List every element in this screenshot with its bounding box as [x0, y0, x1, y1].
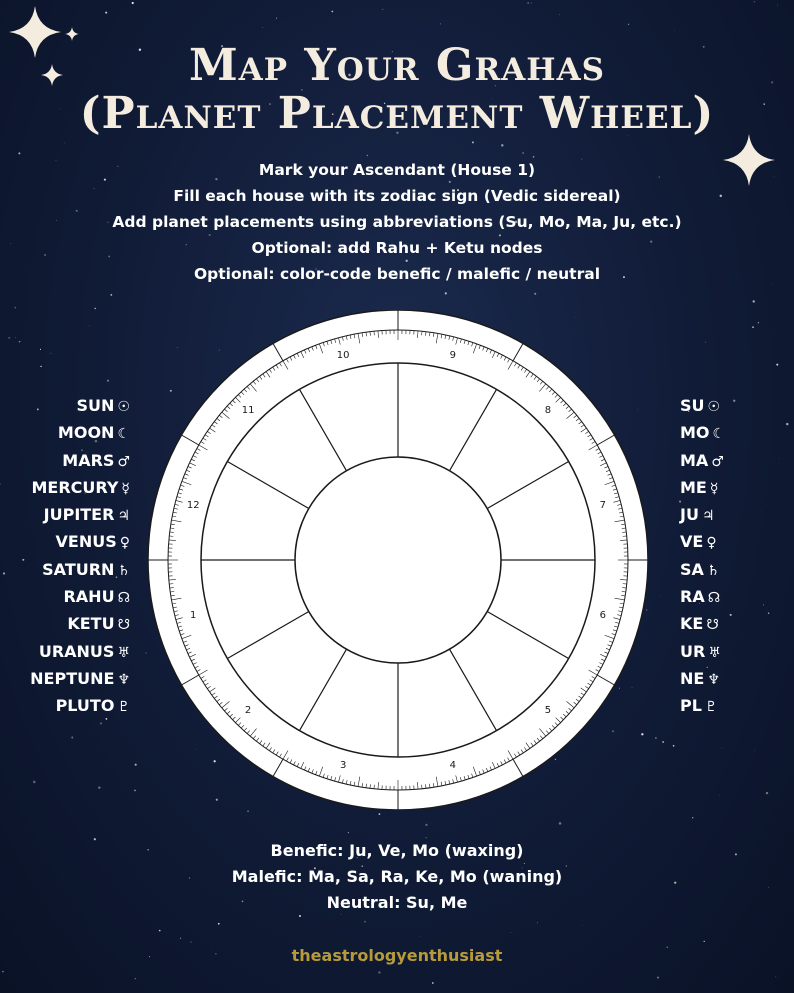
star-dot [40, 366, 41, 367]
star-dot [559, 14, 560, 15]
planet-name: KETU [67, 614, 115, 634]
star-dot [673, 745, 675, 747]
legend-neutral: Neutral: Su, Me [326, 893, 468, 912]
planet-row-jupiter [0, 501, 130, 528]
star-dot [262, 27, 263, 28]
uranus-icon: ♅ [708, 644, 721, 661]
planet-row-sun [0, 392, 130, 419]
planet-name: SATURN [42, 559, 115, 579]
star-dot [367, 155, 368, 156]
planet-name: RAHU [63, 587, 115, 607]
house-number: 7 [599, 500, 606, 512]
jupiter-icon: ♃ [117, 508, 130, 525]
planet-abbr: UR [680, 641, 706, 661]
star-dot [531, 2, 532, 3]
legend [0, 838, 794, 916]
planet-abbr: RA [680, 587, 705, 607]
planet-row-neptune [0, 665, 130, 692]
planet-row-saturn [0, 556, 130, 583]
star-dot [379, 813, 381, 815]
legend-malefic: Malefic: Ma, Sa, Ra, Ke, Mo (waning) [231, 867, 563, 886]
star-dot [559, 822, 562, 825]
star-dot [276, 18, 277, 19]
star-dot [190, 942, 191, 943]
planet-row-ketu [0, 610, 130, 637]
star-dot [419, 936, 420, 937]
star-dot [8, 337, 10, 339]
mercury-icon: ☿ [121, 480, 130, 497]
sun-icon: ☉ [117, 399, 130, 415]
star-dot [754, 1, 755, 2]
star-dot [501, 144, 503, 146]
planet-name: MERCURY [31, 477, 119, 497]
abbr-row-ju [680, 501, 790, 528]
star-dot [159, 930, 161, 932]
planet-abbr: MO [680, 423, 710, 443]
abbr-row-mo [680, 419, 790, 446]
house-number: 9 [449, 350, 457, 362]
star-dot [432, 982, 434, 984]
star-dot [511, 932, 512, 933]
star-dot [472, 141, 474, 143]
star-dot [522, 152, 524, 154]
planet-names-list [0, 392, 130, 720]
planet-row-uranus [0, 638, 130, 665]
star-dot [134, 790, 136, 792]
page-title-line-2: (Planet Placement Wheel) [79, 88, 715, 139]
abbr-row-ra [680, 583, 790, 610]
saturn-icon: ♄ [117, 562, 130, 579]
planet-row-mercury [0, 474, 130, 501]
planet-row-rahu [0, 583, 130, 610]
venus-icon: ♀ [119, 535, 130, 552]
abbr-row-ke [680, 610, 790, 637]
star-dot [50, 353, 51, 354]
star-dot [704, 941, 705, 942]
house-number: 10 [336, 350, 350, 362]
venus-icon: ♀ [706, 535, 717, 552]
star-dot [440, 23, 441, 24]
planet-abbr: MA [680, 450, 709, 470]
instruction-line: Fill each house with its zodiac sign (Vedic sidereal) [173, 187, 621, 205]
star-dot [657, 977, 659, 979]
star-dot [146, 653, 147, 654]
planet-abbr: NE [680, 668, 705, 688]
star-dot [180, 938, 181, 939]
star-dot [719, 795, 720, 796]
star-dot [15, 337, 16, 338]
planet-abbr-list [680, 392, 790, 720]
credit-handle: theastrologyenthusiast [291, 946, 503, 965]
ketu-icon: ☋ [706, 617, 719, 634]
house-number: 4 [449, 759, 457, 771]
house-number: 2 [244, 704, 252, 716]
abbr-row-sa [680, 556, 790, 583]
page-title-line-1: Map Your Grahas [188, 40, 606, 91]
star-dot [378, 971, 380, 973]
star-dot [135, 978, 136, 979]
planet-row-mars [0, 447, 130, 474]
star-dot [134, 37, 135, 38]
star-dot [132, 2, 134, 4]
instructions [0, 157, 794, 287]
wheel-center-circle[interactable] [295, 457, 501, 663]
mars-icon: ♂ [117, 453, 130, 470]
neptune-icon: ♆ [707, 671, 720, 688]
star-dot [766, 792, 768, 794]
star-dot [107, 380, 109, 382]
star-dot [40, 349, 41, 350]
planet-name: PLUTO [55, 696, 115, 716]
sun-icon: ☉ [707, 399, 721, 415]
ketu-icon: ☋ [117, 617, 130, 634]
instruction-line: Optional: add Rahu + Ketu nodes [251, 239, 543, 257]
jupiter-icon: ♃ [701, 508, 715, 525]
rahu-icon: ☊ [707, 590, 721, 607]
abbr-row-ne [680, 665, 790, 692]
moon-icon: ☾ [117, 426, 130, 443]
abbr-row-ve [680, 528, 790, 555]
instruction-line: Optional: color-code benefic / malefic / neutral [193, 265, 601, 283]
mercury-icon: ☿ [709, 480, 719, 497]
planet-row-pluto [0, 692, 130, 719]
star-dot [705, 342, 706, 343]
mars-icon: ♂ [711, 453, 724, 470]
star-dot [71, 736, 73, 738]
star-dot [105, 12, 107, 14]
rahu-icon: ☊ [117, 590, 130, 607]
star-dot [776, 364, 778, 366]
star-dot [445, 292, 447, 294]
pluto-icon: ♇ [117, 699, 130, 716]
planet-row-venus [0, 528, 130, 555]
star-dot [752, 326, 754, 328]
neptune-icon: ♆ [117, 671, 130, 688]
star-dot [18, 152, 20, 154]
house-wheel[interactable] [148, 310, 648, 810]
planet-name: VENUS [55, 532, 117, 552]
sparkle-star-icon [65, 27, 79, 41]
star-dot [537, 922, 538, 923]
star-dot [19, 341, 21, 343]
star-dot [754, 751, 755, 752]
planet-abbr: SU [680, 396, 705, 415]
star-dot [98, 786, 100, 788]
star-dot [758, 322, 759, 323]
star-dot [14, 307, 16, 309]
planet-abbr: KE [680, 614, 704, 634]
planet-abbr: SA [680, 559, 704, 579]
star-dot [218, 923, 220, 925]
planet-name: NEPTUNE [30, 668, 115, 688]
legend-benefic: Benefic: Ju, Ve, Mo (waxing) [270, 841, 524, 860]
abbr-row-su [680, 392, 790, 419]
planet-abbr: VE [680, 532, 704, 552]
star-dot [33, 781, 36, 784]
star-dot [753, 300, 755, 302]
star-dot [110, 294, 112, 296]
star-dot [775, 976, 776, 977]
star-dot [692, 817, 693, 818]
star-dot [722, 748, 723, 749]
star-dot [348, 832, 349, 833]
instruction-line: Add planet placements using abbreviations (Su, Mo, Ma, Ju, etc.) [112, 213, 682, 231]
planet-abbr: PL [680, 696, 702, 716]
house-number: 5 [544, 704, 552, 716]
pluto-icon: ♇ [704, 699, 718, 716]
planet-row-moon [0, 419, 130, 446]
planet-name: JUPITER [43, 505, 115, 525]
star-dot [527, 2, 528, 3]
house-number: 12 [186, 500, 200, 512]
instruction-line: Mark your Ascendant (House 1) [258, 161, 536, 179]
star-dot [425, 824, 427, 826]
house-number: 11 [241, 405, 255, 417]
abbr-row-ur [680, 638, 790, 665]
house-number: 8 [544, 405, 552, 417]
uranus-icon: ♅ [117, 644, 130, 661]
moon-icon: ☾ [712, 426, 726, 443]
house-number: 3 [339, 759, 347, 771]
star-dot [662, 741, 664, 743]
star-dot [2, 971, 4, 973]
abbr-row-ma [680, 447, 790, 474]
star-dot [65, 142, 66, 143]
star-dot [247, 811, 248, 812]
saturn-icon: ♄ [706, 562, 720, 579]
planet-name: URANUS [38, 641, 115, 661]
star-dot [135, 764, 137, 766]
star-dot [100, 722, 102, 724]
star-dot [89, 326, 90, 327]
star-dot [655, 737, 657, 739]
house-number: 1 [190, 609, 197, 621]
planet-name: MARS [62, 450, 115, 470]
star-dot [628, 24, 629, 25]
star-dot [777, 5, 778, 6]
abbr-row-pl [680, 692, 790, 719]
star-dot [331, 11, 333, 13]
planet-abbr: JU [680, 505, 699, 525]
planet-abbr: ME [680, 477, 707, 497]
house-number: 6 [599, 609, 606, 621]
star-dot [382, 9, 383, 10]
star-dot [364, 921, 366, 923]
abbr-row-me [680, 474, 790, 501]
planet-name: SUN [76, 396, 115, 415]
planet-name: MOON [57, 423, 115, 443]
star-dot [534, 293, 536, 295]
star-dot [95, 308, 96, 309]
